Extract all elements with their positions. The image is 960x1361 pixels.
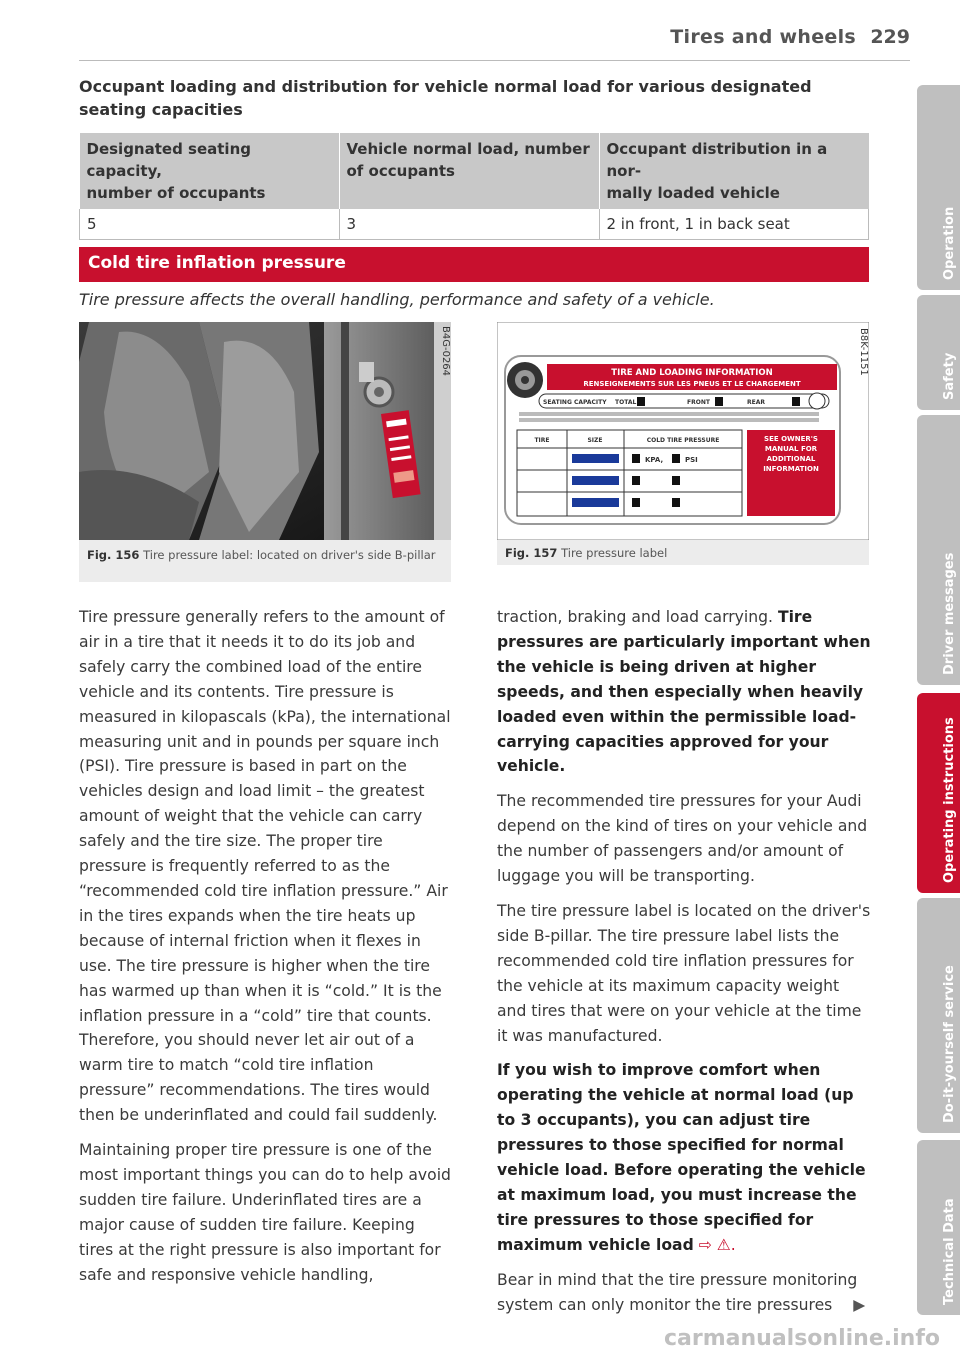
tab-do-it-yourself-service[interactable]: Do-it-yourself service — [917, 898, 960, 1133]
table-cell: 5 — [80, 209, 340, 240]
page-number: 229 — [870, 26, 910, 48]
tab-operation[interactable]: Operation — [917, 85, 960, 290]
tab-safety[interactable]: Safety — [917, 295, 960, 410]
placard-front: FRONT — [687, 399, 710, 406]
section-title: Occupant loading and distribution for vehicle normal load for various designated seating capacities — [79, 77, 812, 119]
placard-title: TIRE AND LOADING INFORMATION — [611, 368, 773, 378]
placard-cold: COLD TIRE PRESSURE — [646, 437, 720, 444]
left-column — [79, 605, 451, 1297]
placard-kpa: KPA, — [645, 456, 664, 464]
placard-rear: REAR — [747, 399, 765, 406]
paragraph: traction, braking and load carrying. Tire pressures are particularly important when the vehicle is being driven at higher speeds, and then especially when heavily loaded even within the permissible load-carrying capacities approved for your vehicle. — [497, 608, 871, 776]
right-column — [497, 605, 872, 1327]
placard-psi: PSI — [685, 456, 698, 464]
paragraph: The tire pressure label is located on the driver's side B-pillar. The tire pressure label lists the recommended cold tire inflation pressures for the vehicle at its maximum capacity weight and tires that were on your vehicle at the time it was manufactured. — [497, 901, 871, 1045]
tab-operating-instructions[interactable]: Operating instructions — [917, 693, 960, 893]
load-table — [79, 133, 869, 240]
figure-157 — [497, 322, 869, 565]
table-header-cell: Occupant distribution in a nor- mally loaded vehicle — [599, 133, 869, 209]
paragraph: Maintaining proper tire pressure is one of the most important things you can do to help avoid sudden tire failure. Underinflated tires are a major cause of sudden tire failure. Keeping tires at the right pressure is also important for safe and responsive vehicle handling, — [79, 1141, 451, 1284]
placard-size: SIZE — [587, 437, 603, 444]
continue-arrow-icon: ▶ — [853, 1295, 866, 1314]
figure-156-caption: Fig. 156 Tire pressure label: located on driver's side B-pillar — [87, 548, 436, 562]
placard-total: TOTAL — [615, 399, 637, 406]
paragraph: Tire pressure generally refers to the amount of air in a tire that it needs it to do its job and safely carry the combined load of the entire vehicle and its contents. Tire pressure is measured in kilopascals (kPa), the international measuring unit and in pounds per square inch (PSI). Tire pressure is based in part on the vehicles design and load limit – the greatest amount of weight that the vehicle can carry safely and the tire size. The proper tire pressure is frequently referred to as the “recommended cold tire inflation pressure.” Air in the tires expands when the tire heats up because of internal friction when it flexes in use. The tire pressure is higher when the tire has warmed up than when it is “cold.” It is the inflation pressure in a “cold” tire that counts. Therefore, you should never let air out of a warm tire to match “cold tire inflation pressure” recommendations. The tires would then be underinflated and could fail suddenly. — [79, 608, 451, 1125]
warning-ref-link[interactable]: ⇨ ⚠. — [698, 1235, 736, 1254]
tire-placard-illustration — [497, 322, 869, 540]
paragraph: If you wish to improve comfort when operating the vehicle at normal load (up to 3 occupants), you can adjust tire pressures to those specified for normal vehicle load. Before operating the vehicle at maximum load, you must increase the tire pressures to those specified for maximum vehicle load ⇨ ⚠. — [497, 1061, 866, 1254]
seat-b-pillar-photo — [79, 322, 451, 540]
table-header-cell: Designated seating capacity, number of occupants — [80, 133, 340, 209]
placard-seating: SEATING CAPACITY — [543, 399, 607, 406]
figure-157-caption: Fig. 157 Tire pressure label — [505, 546, 668, 560]
watermark: carmanualsonline.info — [664, 1326, 940, 1351]
section-heading-bar — [79, 247, 869, 282]
figure-156 — [79, 322, 451, 582]
figure-code: B4G-0264 — [440, 326, 451, 377]
page-header — [79, 20, 910, 61]
placard-tire: TIRE — [534, 437, 550, 444]
section-heading: Cold tire inflation pressure — [88, 253, 346, 273]
table-cell: 3 — [339, 209, 599, 240]
tab-technical-data[interactable]: Technical Data — [917, 1140, 960, 1315]
placard-owner-note: SEE OWNER'S MANUAL FOR ADDITIONAL INFORMATION — [763, 435, 819, 473]
tab-driver-messages[interactable]: Driver messages — [917, 415, 960, 685]
intro-text: Tire pressure affects the overall handling, performance and safety of a vehicle. — [79, 290, 715, 309]
paragraph: The recommended tire pressures for your Audi depend on the kind of tires on your vehicle and the number of passengers and/or amount of luggage you will be transporting. — [497, 792, 868, 886]
header-title: Tires and wheels — [670, 26, 856, 48]
table-cell: 2 in front, 1 in back seat — [599, 209, 869, 240]
paragraph: Bear in mind that the tire pressure monitoring system can only monitor the tire pressures ▶ — [497, 1270, 866, 1314]
figure-code: B8K-1151 — [858, 328, 869, 376]
table-row — [80, 209, 869, 240]
placard-subtitle: RENSEIGNEMENTS SUR LES PNEUS ET LE CHARGEMENT — [583, 380, 801, 388]
table-header-cell: Vehicle normal load, number of occupants — [339, 133, 599, 209]
